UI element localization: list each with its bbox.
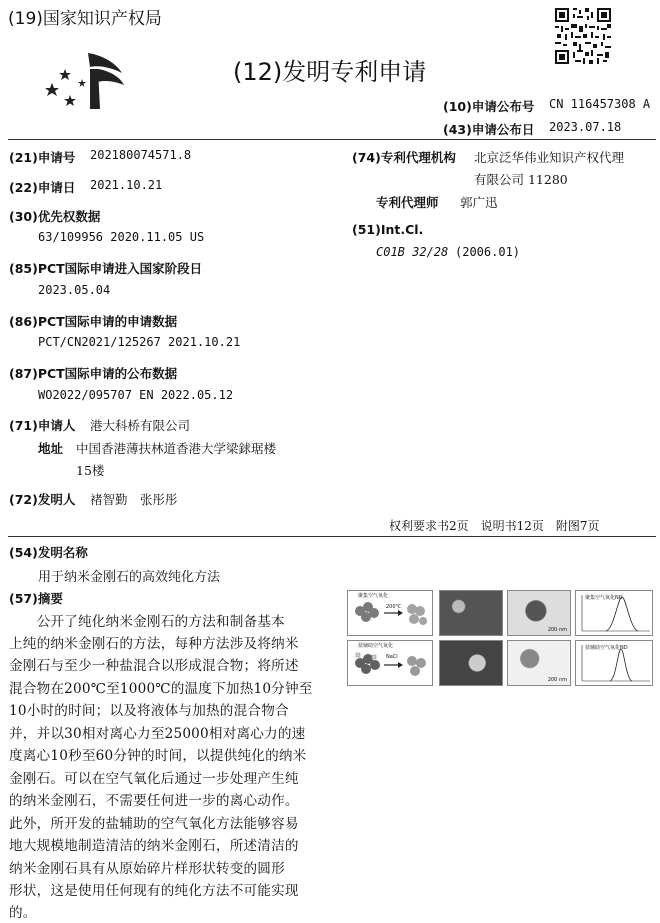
- schematic-bottom-caption: 盐辅助空气氧化: [358, 643, 394, 649]
- sem-image-bottom: [439, 640, 503, 686]
- tem-image-top: [507, 590, 571, 636]
- schematic-top-caption: 聚集空气氧化: [358, 593, 389, 599]
- pct-publication-data: WO2022/095707 EN 2022.05.12: [38, 388, 234, 402]
- abstract-line: 的。: [9, 905, 37, 921]
- publication-date-label: (43)申请公布日: [443, 122, 535, 137]
- abstract-figure: [347, 588, 655, 688]
- tem-image-bottom: [507, 640, 571, 686]
- schematic-panel-top: [347, 590, 433, 636]
- schematic-panel-bottom: [347, 640, 433, 686]
- abstract-line: 形状，这是使用任何现有的纯化方法不可能实现: [9, 883, 299, 899]
- int-cl-code: C01B 32/28: [376, 245, 449, 259]
- application-date-label: (22)申请日: [9, 180, 76, 195]
- abstract-label: (57)摘要: [9, 591, 63, 606]
- application-date: 2021.10.21: [90, 178, 163, 192]
- agency-label: (74)专利代理机构: [352, 150, 456, 165]
- priority-data: 63/109956 2020.11.05 US: [38, 230, 205, 244]
- int-cl-label: (51)Int.Cl.: [352, 222, 424, 237]
- plot-bottom-legend: 盐辅助空气氧化ND: [585, 645, 628, 651]
- office-name: (19)国家知识产权局: [8, 9, 162, 29]
- sem-image-top: [439, 590, 503, 636]
- application-number-label: (21)申请号: [9, 150, 76, 165]
- pages-divider: [8, 536, 656, 537]
- agency-line-1: 北京泛华伟业知识产权代理: [474, 150, 625, 165]
- cnipa-logo: [40, 45, 130, 115]
- abstract-line: 地大规模地制造清洁的纳米金刚石，所述清洁的: [9, 838, 299, 854]
- abstract-line: 10小时的时间；以及将液体与加热的混合物合: [9, 703, 289, 719]
- invention-title: 用于纳米金刚石的高效纯化方法: [38, 570, 221, 585]
- address-line-2: 15楼: [76, 463, 105, 478]
- address-line-1: 中国香港薄扶林道香港大学梁銶琚楼: [76, 441, 277, 456]
- document-type: (12)发明专利申请: [233, 58, 427, 86]
- abstract-line: 混合物在200℃至1000℃的温度下加热10分钟至: [9, 681, 313, 697]
- publication-number: CN 116457308 A: [549, 97, 651, 111]
- qr-code: [555, 8, 611, 64]
- agent-label: 专利代理师: [376, 195, 439, 210]
- pct-entry-date-label: (85)PCT国际申请进入国家阶段日: [9, 261, 203, 276]
- title-label: (54)发明名称: [9, 545, 88, 560]
- cnipa-logo-icon: [40, 45, 130, 115]
- agent-name: 郭广迅: [460, 195, 498, 210]
- priority-data-label: (30)优先权数据: [9, 209, 101, 224]
- abstract-line: 金刚石与至少一种盐混合以形成混合物；将所述: [9, 658, 299, 674]
- applicant-label: (71)申请人: [9, 418, 76, 433]
- abstract-line: 纳米金刚石具有从原始碎片样形状转变的圆形: [9, 861, 285, 877]
- publication-date: 2023.07.18: [549, 120, 622, 134]
- inventor-label: (72)发明人: [9, 492, 76, 507]
- abstract-line: 上纯的纳米金刚石的方法，每种方法涉及将纳米: [9, 636, 299, 652]
- scale-bar-top: 200 nm: [547, 627, 567, 633]
- pct-application-label: (86)PCT国际申请的申请数据: [9, 314, 178, 329]
- abstract-line: 公开了纯化纳米金刚石的方法和制备基本: [9, 614, 285, 630]
- abstract-line: 度离心10秒至60分钟的时间，以提供纯化的纳米: [9, 748, 307, 764]
- size-plot-top: [575, 590, 653, 636]
- scale-bar-bottom: 200 nm: [547, 677, 567, 683]
- address-label: 地址: [38, 441, 64, 456]
- inventor-names: 褚智勤 张彤彤: [90, 492, 178, 507]
- header-divider: [8, 139, 656, 140]
- application-number: 202180074571.8: [90, 148, 192, 162]
- pct-entry-date: 2023.05.04: [38, 283, 111, 297]
- publication-number-label: (10)申请公布号: [443, 99, 535, 114]
- agency-line-2: 有限公司 11280: [474, 172, 568, 187]
- page-counts: 权利要求书2页 说明书12页 附图7页: [389, 519, 600, 533]
- abstract-line: 金刚石。可以在空气氧化后通过一步处理产生纯: [9, 771, 299, 787]
- schematic-bottom-temp: NaCl: [386, 654, 398, 660]
- abstract-line: 此外，所开发的盐辅助的空气氧化方法能够容易: [9, 816, 299, 832]
- pct-publication-label: (87)PCT国际申请的公布数据: [9, 366, 178, 381]
- int-cl-date: (2006.01): [455, 245, 521, 259]
- schematic-top-temp: 200℃: [386, 604, 402, 610]
- applicant-name: 港大科桥有限公司: [90, 418, 191, 433]
- size-plot-bottom: [575, 640, 653, 686]
- abstract-line: 的纳米金刚石，不需要任何进一步的离心动作。: [9, 793, 299, 809]
- pct-application-data: PCT/CN2021/125267 2021.10.21: [38, 335, 241, 349]
- abstract-line: 并，并以30相对离心力至25000相对离心力的速: [9, 726, 306, 742]
- qr-code-icon: [555, 8, 611, 64]
- plot-top-legend: 聚集空气氧化ND: [585, 595, 623, 601]
